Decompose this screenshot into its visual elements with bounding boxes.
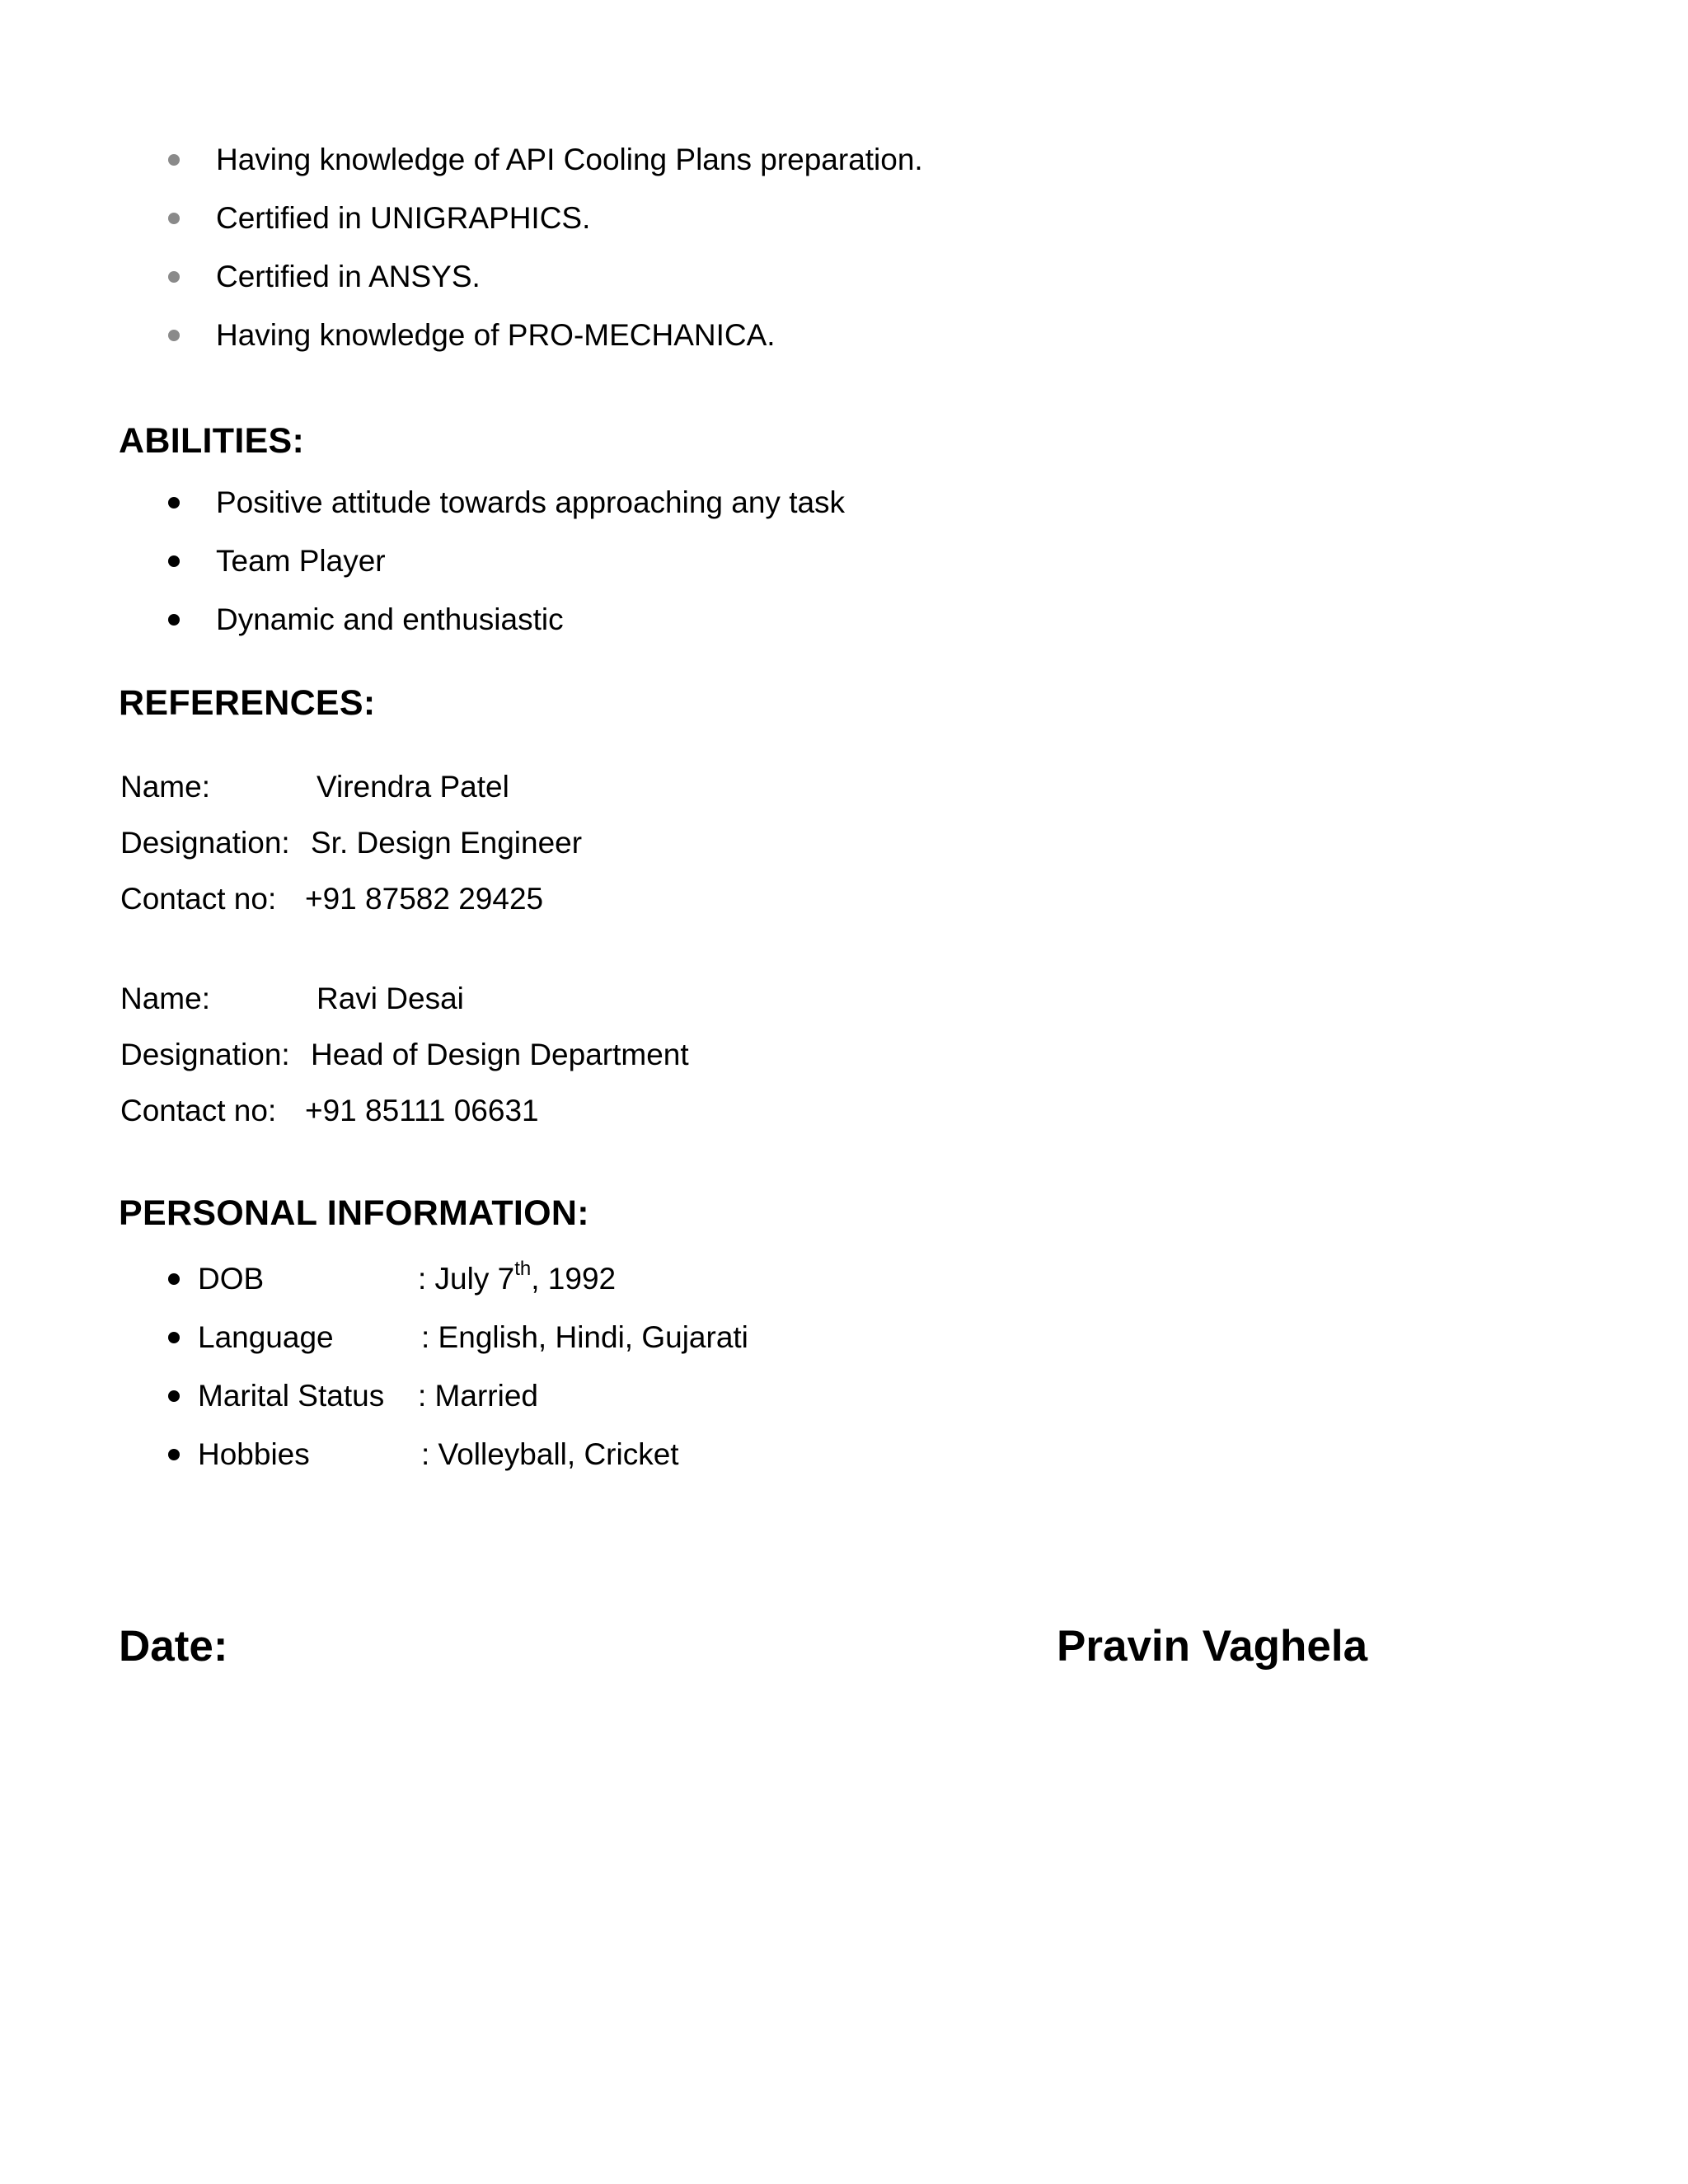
personal-info-label: DOB xyxy=(198,1262,265,1296)
reference-name: Ravi Desai xyxy=(316,982,464,1015)
bullet-icon xyxy=(168,614,180,626)
bullet-icon xyxy=(168,497,180,509)
dob-suffix: , 1992 xyxy=(531,1262,617,1296)
reference-contact: +91 87582 29425 xyxy=(305,882,544,916)
reference-contact-label: Contact no: xyxy=(120,1094,277,1127)
personal-info-heading: PERSONAL INFORMATION: xyxy=(119,1193,589,1233)
bullet-icon xyxy=(168,154,180,166)
reference-designation: Sr. Design Engineer xyxy=(311,826,583,860)
skill-item: Having knowledge of PRO-MECHANICA. xyxy=(216,318,776,352)
reference-contact-label: Contact no: xyxy=(120,882,277,916)
dob-ordinal: th xyxy=(514,1257,532,1280)
ability-item: Positive attitude towards approaching any task xyxy=(216,485,846,519)
reference-name-label: Name: xyxy=(120,982,210,1015)
reference-name-label: Name: xyxy=(120,770,210,804)
dob-prefix: : July 7 xyxy=(418,1262,515,1296)
bullet-icon xyxy=(168,330,180,341)
ability-item: Team Player xyxy=(216,544,386,578)
bullet-icon xyxy=(168,271,180,283)
bullet-icon xyxy=(168,1332,180,1343)
skill-item: Having knowledge of API Cooling Plans preparation. xyxy=(216,143,923,176)
reference-designation-label: Designation: xyxy=(120,1038,290,1071)
personal-info-value xyxy=(418,1257,617,1297)
personal-info-value: : Volleyball, Cricket xyxy=(421,1437,679,1471)
personal-info-label: Marital Status xyxy=(198,1379,385,1413)
personal-info-label: Hobbies xyxy=(198,1437,310,1471)
personal-info-label: Language xyxy=(198,1320,334,1354)
bullet-icon xyxy=(168,1449,180,1460)
date-label: Date: xyxy=(119,1622,228,1671)
bullet-icon xyxy=(168,555,180,567)
bullet-icon xyxy=(168,1273,180,1285)
reference-designation: Head of Design Department xyxy=(311,1038,689,1071)
abilities-heading: ABILITIES: xyxy=(119,421,305,461)
personal-info-value: : English, Hindi, Gujarati xyxy=(421,1320,748,1354)
reference-contact: +91 85111 06631 xyxy=(305,1094,539,1127)
personal-info-value: : Married xyxy=(418,1379,538,1413)
skill-item: Certified in UNIGRAPHICS. xyxy=(216,201,591,235)
references-heading: REFERENCES: xyxy=(119,683,376,723)
reference-designation-label: Designation: xyxy=(120,826,290,860)
signature-name: Pravin Vaghela xyxy=(1057,1622,1368,1671)
bullet-icon xyxy=(168,1390,180,1402)
ability-item: Dynamic and enthusiastic xyxy=(216,602,564,636)
bullet-icon xyxy=(168,213,180,224)
reference-name: Virendra Patel xyxy=(316,770,509,804)
skill-item: Certified in ANSYS. xyxy=(216,260,481,293)
